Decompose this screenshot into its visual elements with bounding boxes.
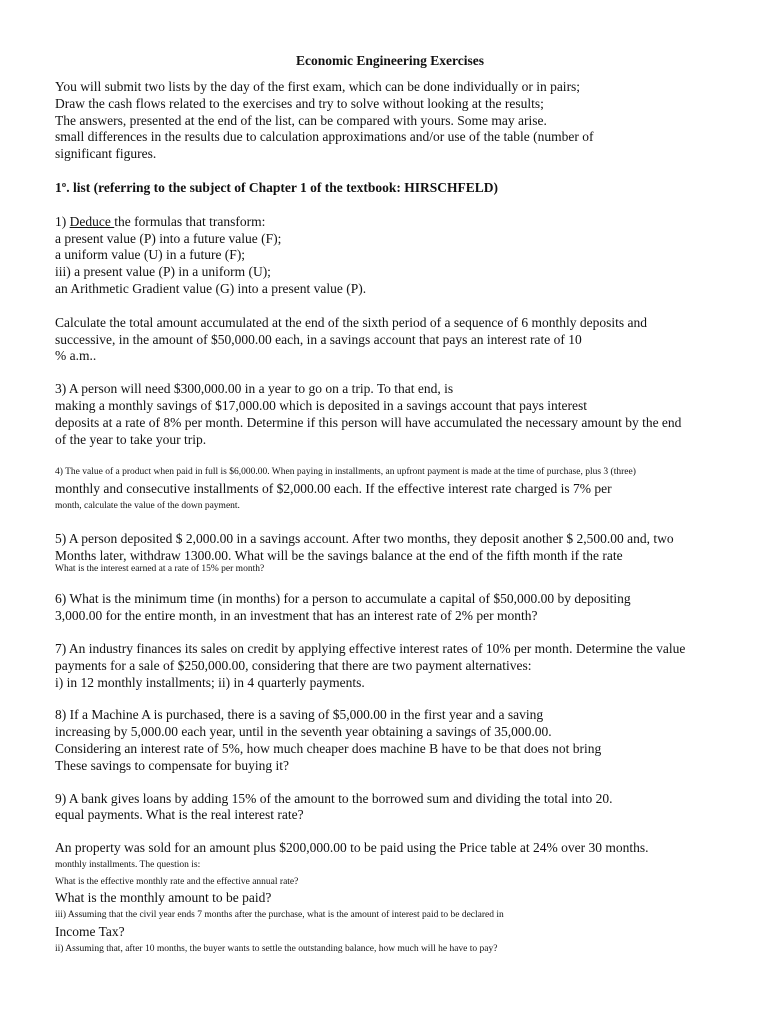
question-8-line: These savings to compensate for buying it? xyxy=(55,757,289,773)
question-1-item: a present value (P) into a future value (F); xyxy=(55,230,282,246)
question-5-line: What is the interest earned at a rate of 15% per month? xyxy=(55,564,265,575)
question-7-line: payments for a sale of $250,000.00, considering that there are two payment alternatives: xyxy=(55,657,532,673)
question-9-line: 9) A bank gives loans by adding 15% of the amount to the borrowed sum and dividing the total into 20. xyxy=(55,790,613,806)
question-2-line: successive, in the amount of $50,000.00 each, in a savings account that pays an interest rate of 10 xyxy=(55,331,582,347)
question-7 xyxy=(55,641,725,691)
question-5 xyxy=(55,531,725,576)
question-3-line: of the year to take your trip. xyxy=(55,431,207,447)
question-6-line: 3,000.00 for the entire month, in an investment that has an interest rate of 2% per month? xyxy=(55,608,538,624)
question-1-stem-text: the formulas that transform: xyxy=(114,213,266,229)
intro-line: significant figures. xyxy=(55,146,157,162)
question-2-line: Calculate the total amount accumulated at the end of the sixth period of a sequence of 6 monthly deposits and xyxy=(55,314,647,330)
question-8-line: 8) If a Machine A is purchased, there is a saving of $5,000.00 in the first year and a saving xyxy=(55,707,544,723)
question-10-line: ii) Assuming that, after 10 months, the buyer wants to settle the outstanding balance, how much will he have to pay? xyxy=(55,943,498,954)
intro-line: small differences in the results due to calculation approximations and/or use of the table (number of xyxy=(55,129,594,145)
question-3-line: deposits at a rate of 8% per month. Determine if this person will have accumulated the necessary amount by the end xyxy=(55,414,682,430)
question-10-line: monthly installments. The question is: xyxy=(55,859,201,870)
intro-line: Draw the cash flows related to the exercises and try to solve without looking at the results; xyxy=(55,95,544,111)
question-8-line: Considering an interest rate of 5%, how much cheaper does machine B have to be that does not bring xyxy=(55,740,602,756)
question-10-line: An property was sold for an amount plus $200,000.00 to be paid using the Price table at 24% over 30 months. xyxy=(55,840,649,856)
question-6 xyxy=(55,591,725,625)
question-5-line: Months later, withdraw 1300.00. What will be the savings balance at the end of the fifth month if the rate xyxy=(55,547,623,563)
question-2 xyxy=(55,315,725,365)
question-2-line: % a.m.. xyxy=(55,348,97,364)
question-1-item: a uniform value (U) in a future (F); xyxy=(55,247,246,263)
question-3-line: 3) A person will need $300,000.00 in a year to go on a trip. To that end, is xyxy=(55,381,454,397)
question-10-line: What is the monthly amount to be paid? xyxy=(55,890,272,906)
question-10 xyxy=(55,840,725,958)
question-1-item: an Arithmetic Gradient value (G) into a present value (P). xyxy=(55,280,367,296)
question-9 xyxy=(55,791,725,825)
document-title: Economic Engineering Exercises xyxy=(296,53,484,68)
intro-paragraph xyxy=(55,79,725,163)
question-3 xyxy=(55,381,725,448)
question-1-number: 1) xyxy=(55,213,70,229)
question-1-stem xyxy=(55,214,725,231)
question-4-line: 4) The value of a product when paid in full is $6,000.00. When paying in installments, an upfront payment is made at the time of purchase, plus 3 (three) xyxy=(55,467,636,478)
question-6-line: 6) What is the minimum time (in months) for a person to accumulate a capital of $50,000.00 by depositing xyxy=(55,591,631,607)
document-page xyxy=(55,52,725,958)
question-8-line: increasing by 5,000.00 each year, until in the seventh year obtaining a savings of 35,000.00. xyxy=(55,724,552,740)
question-10-line: iii) Assuming that the civil year ends 7 months after the purchase, what is the amount of interest paid to be declared in xyxy=(55,910,504,921)
question-5-line: 5) A person deposited $ 2,000.00 in a savings account. After two months, they deposit another $ 2,500.00 and, two xyxy=(55,530,674,546)
question-9-line: equal payments. What is the real interest rate? xyxy=(55,807,304,823)
question-1-underlined: Deduce xyxy=(69,213,115,229)
intro-line: The answers, presented at the end of the list, can be compared with yours. Some may arise. xyxy=(55,112,547,128)
question-8 xyxy=(55,707,725,774)
question-4-line: month, calculate the value of the down payment. xyxy=(55,500,240,511)
intro-line: You will submit two lists by the day of the first exam, which can be done individually or in pairs; xyxy=(55,79,581,94)
question-7-line: i) in 12 monthly installments; ii) in 4 quarterly payments. xyxy=(55,674,365,690)
question-3-line: making a monthly savings of $17,000.00 which is deposited in a savings account that pays interest xyxy=(55,397,588,413)
list-heading: 1º. list (referring to the subject of Chapter 1 of the textbook: HIRSCHFELD) xyxy=(55,179,499,195)
question-7-line: 7) An industry finances its sales on credit by applying effective interest rates of 10% per month. Determine the value xyxy=(55,640,686,656)
question-1 xyxy=(55,214,725,298)
question-4 xyxy=(55,464,725,514)
question-1-item: iii) a present value (P) in a uniform (U); xyxy=(55,264,271,280)
question-10-line: What is the effective monthly rate and the effective annual rate? xyxy=(55,876,299,887)
question-10-line: Income Tax? xyxy=(55,924,125,940)
question-4-line: monthly and consecutive installments of $2,000.00 each. If the effective interest rate charged is 7% per xyxy=(55,481,612,497)
